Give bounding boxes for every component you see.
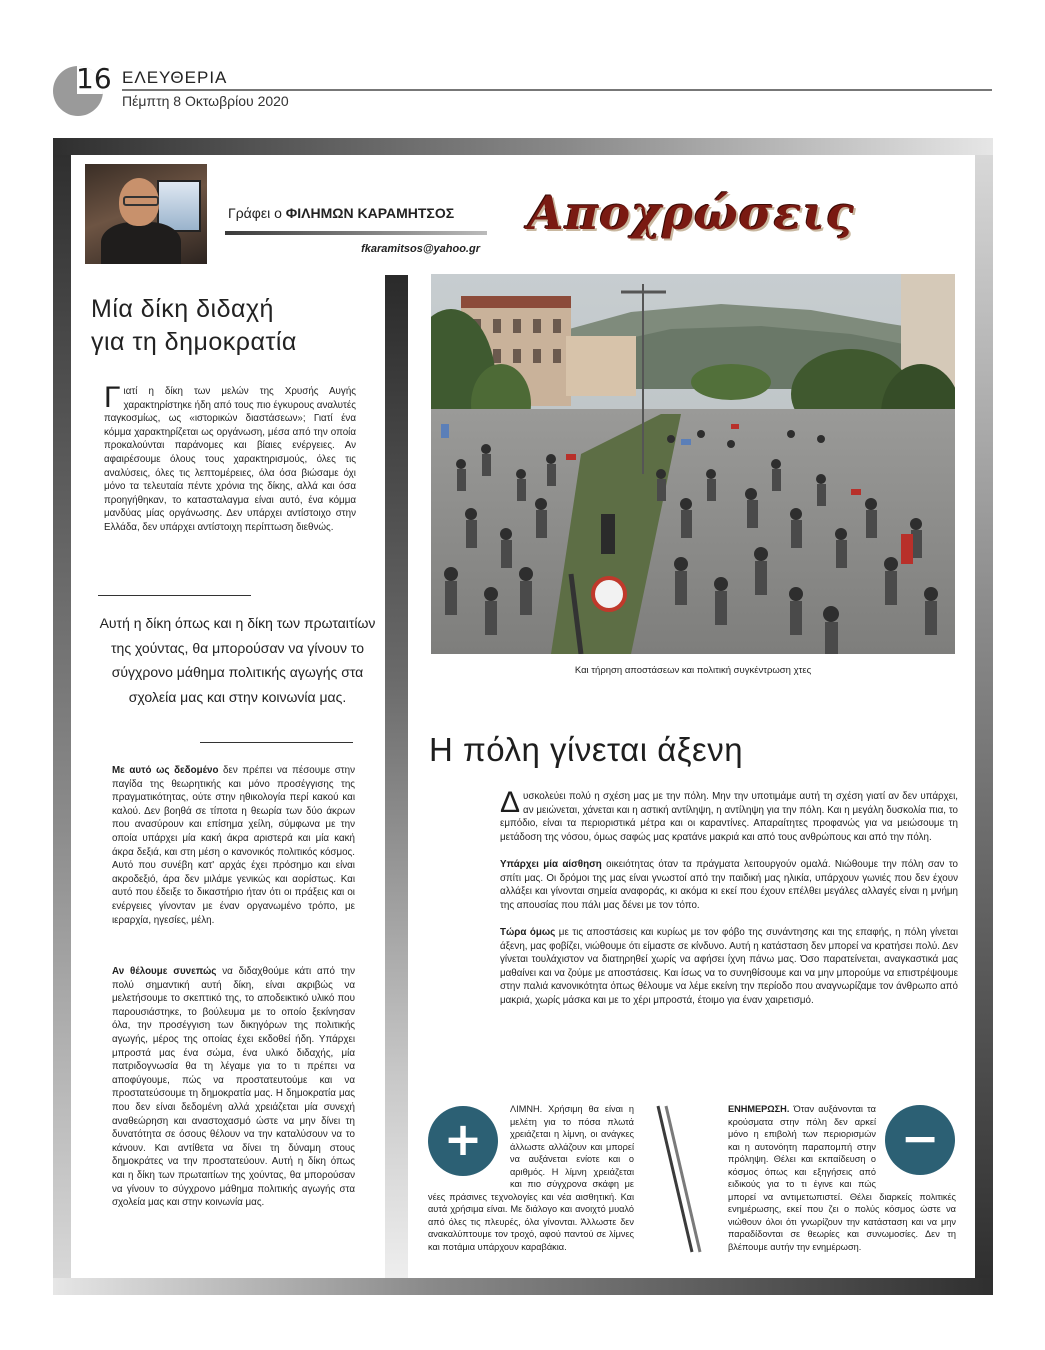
right-paragraph-2 bbox=[500, 858, 958, 912]
minus-icon bbox=[885, 1105, 955, 1175]
right-p2-lead: Υπάρχει μία αίσθηση bbox=[500, 858, 602, 870]
plus-text-content: ΛΙΜΝΗ. Χρήσιμη θα είναι η μελέτη για το πόσα πλωτά χρειάζεται η λίμνη, οι ανάγκες άλλωστε αλλάζουν και μπορεί να αυξάνεται ενίοτε και ο αριθμός. Η λίμνη χρειάζεται και πιο σύγχρονα σκάφη με νέες πράσινες τεχνολογίες και νέα αισθητική. Και αυτά χρήσιμα είναι. Με διάλογο και ανοιχτό μυαλό από όλες τις πλευρές, όλα γίνονται. Άλλωστε δεν ανακαλύπτουμε τον τροχό, αφού παντού σε λίμνες και ποτάμια υπάρχουν καραβάκια. bbox=[428, 1104, 634, 1252]
right-p3-lead: Τώρα όμως bbox=[500, 926, 556, 938]
page-number: 16 bbox=[76, 62, 112, 95]
intro-dropcap: Γ bbox=[104, 381, 121, 414]
plus-icon bbox=[428, 1106, 498, 1176]
pull-quote-rule-top bbox=[98, 595, 251, 596]
right-paragraph-1 bbox=[500, 786, 958, 844]
issue-date: Πέμπτη 8 Οκτωβρίου 2020 bbox=[122, 93, 289, 109]
author-name: ΦΙΛΗΜΩΝ ΚΑΡΑΜΗΤΣΟΣ bbox=[285, 205, 455, 221]
minus-lead: ΕΝΗΜΕΡΩΣΗ. bbox=[728, 1104, 790, 1114]
byline-rule bbox=[225, 231, 487, 235]
pull-quote-rule-bottom bbox=[200, 742, 353, 743]
intro-text: ιατί η δίκη των μελών της Χρυσής Αυγής χαρακτηρίστηκε ήδη από τους πιο έγκυρους αναλυτές παγκοσμίως, ως «ιστορικών διαστάσεων»; Γιατί ένα κόμμα χαρακτηρίζεται ως οργάνωση, μέσα από την οποία προκαλούνται παράνομες και βίαιες ενέργειες. Αν αφαιρέσουμε όλους τους χαρακτηρισμούς, όλες τις αναλύσεις, όλες τις λεπτομέρειες, όλα όσα βιώσαμε όχι μόνο τα τελευταία πέντε χρόνια της δίκης, αλλά και όσα προηγήθηκαν, το κατασταλαγμα είναι αυτό, ένα κόμμα μανδύας μίας οργάνωσης. Δεν υπάρχει αντίστοιχο στην Ελλάδα, δεν υπάρχει αντίστοιχη περίπτωση διεθνώς. bbox=[104, 386, 356, 533]
right-paragraph-3 bbox=[500, 926, 958, 1008]
right-p2-text: οικειότητας όταν τα πράγματα λειτουργούν ομαλά. Νιώθουμε την πόλη σαν το σπίτι μας. Οι δρόμοι της μας είναι γνωστοί από την παιδική μας ηλικία, υπάρχουν γωνιές που δεν έχουν αλλάξει και γίνονται σημεία αναφοράς, κι ακόμα κι εκεί που έχουν επέλθει μεγάλες αλλαγές είναι η μνήμη της απουσίας που πάλι μας δένει με τον τόπο. bbox=[500, 858, 958, 911]
photo-caption: Και τήρηση αποστάσεων και πολιτική συγκέντρωση χτες bbox=[574, 665, 812, 676]
minus-text-content: Όταν αυξάνονται τα κρούσματα στην πόλη δεν αρκεί μόνο η επιβολή των περιορισμών και η αυτονόητη παραπομπή στην πρόληψη. Θέλει και εκπαίδευση ο κόσμος όπως και εξηγήσεις από ειδικούς για το τι έγινε και πώς μπορεί να αντιμετωπιστεί. Θέλει διαρκείς πολιτικές ενημέρωσης, εκεί που ζει ο πολύς κόσμος ώστε να νιώθουν όλοι ότι γνωρίζουν την κατάσταση και να μην παραδίδονται σε θεωρίες και συνωμοσίες. Δεν τη βλέπουμε αυτήν την ενημέρωση. bbox=[728, 1104, 956, 1252]
left-article-title bbox=[91, 293, 371, 359]
left-paragraph-1 bbox=[112, 764, 355, 927]
left-intro-paragraph bbox=[104, 381, 356, 535]
para1-lead: Με αυτό ως δεδομένο bbox=[112, 765, 219, 776]
left-title-line-2: για τη δημοκρατία bbox=[91, 328, 297, 356]
plus-sign: + bbox=[443, 1112, 483, 1166]
author-email: fkaramitsos@yahoo.gr bbox=[361, 243, 480, 255]
minus-sign: − bbox=[900, 1111, 940, 1165]
protest-photo-illustration bbox=[431, 274, 955, 654]
byline-prefix: Γράφει ο bbox=[228, 205, 282, 221]
right-article-title: Η πόλη γίνεται άξενη bbox=[429, 731, 744, 768]
protest-photo bbox=[431, 274, 955, 654]
right-p1-text: υσκολεύει πολύ η σχέση μας με την πόλη. Μην την υποτιμάμε αυτή τη σχέση γιατί αν δεν υπάρχει, αν μειώνεται, χάνεται και η αστική αντίληψη, η αντίληψη για την πόλη. Και η μεγάλη δυσκολία πια, το εμπόδιο, είναι τα περιοριστικά μέτρα και οι καραντίνες. Απαραίτητες προφανώς για να μειώσουμε τη μετάδοση της νόσου, όμως σαφώς μας κρατάνε μακριά και από τους ανθρώπους και από την πόλη. bbox=[500, 791, 958, 843]
author-photo bbox=[85, 164, 207, 264]
left-title-line-1: Μία δίκη διδαχή bbox=[91, 295, 274, 323]
author-byline bbox=[228, 205, 454, 221]
header-rule bbox=[122, 89, 992, 91]
frame-bottom-bar bbox=[53, 1278, 993, 1295]
para1-text: δεν πρέπει να πέσουμε στην παγίδα της θεωρητικής και μόνο προσέγγισης της πραγματικότητας, ούτε στην ηθικολογία περί κακού και καλού. Δεν βοηθά σε τίποτα η θεωρία των δύο άκρων που ανασύρουν και επίσημα χείλη, σύμφωνα με την οποία υπάρχει μία κακή άκρα αριστερά και μία κακή άκρα δεξιά, και στη μέση ο κανονικός πολιτικός κόσμος. Αυτό που συνέβη κατ' αρχάς έχει πρόσημο και είναι ακροδεξιό, άρα δεν μιλάμε γενικώς και αορίστως. Και αυτό που έδειξε το δικαστήριο ήταν ότι οι πράξεις και οι ενέργειες γίνονταν με έναν οργανωμένο τρόπο, με ιεραρχία, ηγεσίες, μέλη. bbox=[112, 765, 355, 926]
frame-right-bar bbox=[975, 155, 993, 1278]
left-paragraph-2 bbox=[112, 965, 355, 1210]
frame-top-bar bbox=[53, 138, 993, 155]
pull-quote: Αυτή η δίκη όπως και η δίκη των πρωταιτίων της χούντας, θα μπορούσαν να γίνουν το σύγχρονο μάθημα πολιτικής αγωγής στα σχολεία μας και στην κοινωνία μας. bbox=[99, 615, 376, 705]
right-p3-text: με τις αποστάσεις και κυρίως με τον φόβο της συνάντησης και της επαφής, η πόλη γίνεται άξενη, μας φοβίζει, νιώθουμε ότι είμαστε σε κίνδυνο. Αυτή η κατάσταση δεν μπορεί να κρατήσει πολύ. Δεν γίνεται τουλάχιστον να διατηρηθεί χωρίς να αφήσει ίχνη πάνω μας. Όσο παρατείνεται, αναγκαστικά μας μαθαίνει και να ζούμε με αποστάσεις. Και ίσως να το συνηθίσουμε και να μην μπορούμε να επιστρέψουμε στην παλιά κανονικότητα όπως θέλουμε να λέμε εκείνη την περίοδο που αναγνωρίζαμε τον άνθρωπο από μακριά, χωρίς μάσκα και με το χέρι μπροστά, έτοιμο για έναν χαιρετισμό. bbox=[500, 926, 958, 1006]
newspaper-name: ΕΛΕΥΘΕΡΙΑ bbox=[122, 68, 228, 87]
para2-text: να διδαχθούμε κάτι από την πολύ σημαντική αυτή δίκη, είναι ακριβώς να μελετήσουμε το σκεπτικό της, το αποδεικτικό υλικό που παρουσιάστηκε, το βούλευμα με το οποίο ξεκίνησαν όλα, την προσέγγιση των δικηγόρων της πολιτικής αγωγής, μέρος της οποίας έχει εκδοθεί ήδη. Υπάρχει μπροστά μας ένα σώμα, ένα υλικό διδαχής, μία πατριδογνωσία θα τη λέγαμε για το τι πρέπει να αποφύγουμε, πώς να προστατευτούμε και να προστατεύσουμε τη δημοκρατία μας. Η δημοκρατία μας που δεν είναι δεδομένη αλλά χρειάζεται μία συνεχή αναθεώρηση και αναστοχασμό ώστε να μην δίνει τη δυνατότητα σε όσους θέλουν να την καταλύσουν να το κάνουν. Και αντίθετα να δίνει τη δύναμη στους δημοκράτες να την προστατεύουν. Αυτή η δίκη όπως και η δίκη των πρωταιτίων της χούντας, θα μπορούσαν να γίνουν το σύγχρονο μάθημα πολιτικής αγωγής στα σχολεία μας και στην κοινωνία μας. bbox=[112, 966, 355, 1209]
column-divider bbox=[385, 275, 408, 1278]
separator-slash bbox=[650, 1100, 710, 1260]
right-dropcap: Δ bbox=[500, 786, 521, 819]
para2-lead: Αν θέλουμε συνεπώς bbox=[112, 966, 217, 977]
column-logo: Αποχρώσεις bbox=[528, 186, 855, 240]
right-article-body bbox=[500, 786, 958, 1021]
frame-left-bar bbox=[53, 155, 71, 1278]
